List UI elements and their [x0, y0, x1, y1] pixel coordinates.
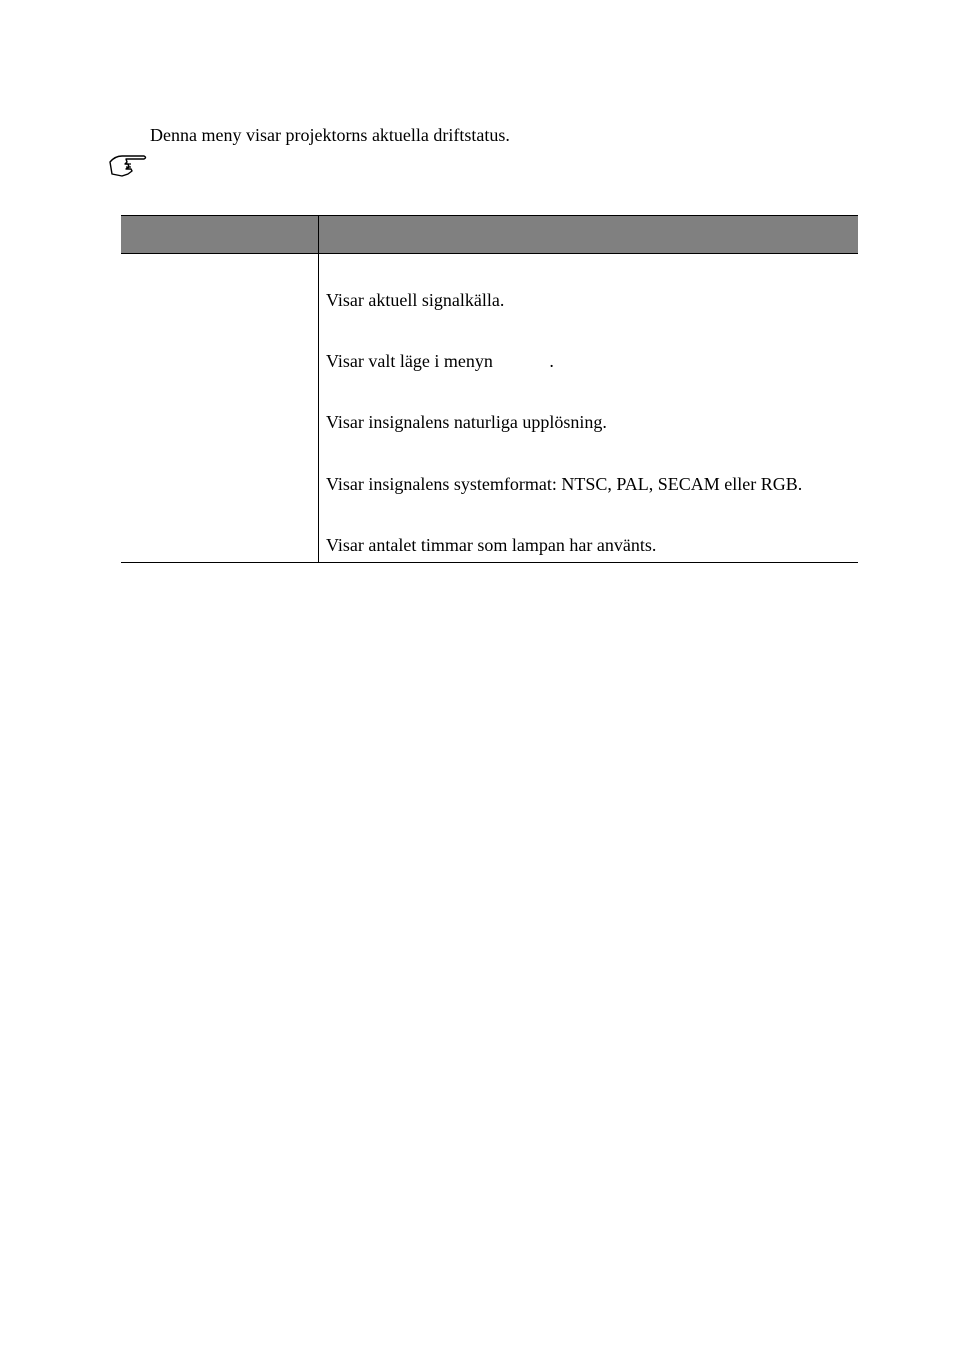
- table-header-row: [121, 215, 858, 254]
- description-prefix: Visar valt läge i menyn: [326, 351, 493, 371]
- header-description: [318, 216, 858, 253]
- table-row-description: Visar aktuell signalkälla.: [326, 290, 505, 310]
- intro-text: Denna meny visar projektorns aktuella driftstatus.: [150, 125, 510, 145]
- description-suffix: .: [549, 351, 554, 371]
- pointing-hand-icon: [108, 154, 148, 178]
- table-bottom-rule: [121, 562, 858, 563]
- table-row-description: [326, 350, 554, 372]
- header-function: [121, 216, 318, 253]
- table-row-description: Visar insignalens systemformat: NTSC, PAL, SECAM eller RGB.: [326, 474, 803, 494]
- column-divider: [318, 215, 319, 562]
- table-row-description: Visar insignalens naturliga upplösning.: [326, 412, 607, 432]
- status-table: [121, 215, 858, 563]
- table-row-description: Visar antalet timmar som lampan har använts.: [326, 535, 657, 555]
